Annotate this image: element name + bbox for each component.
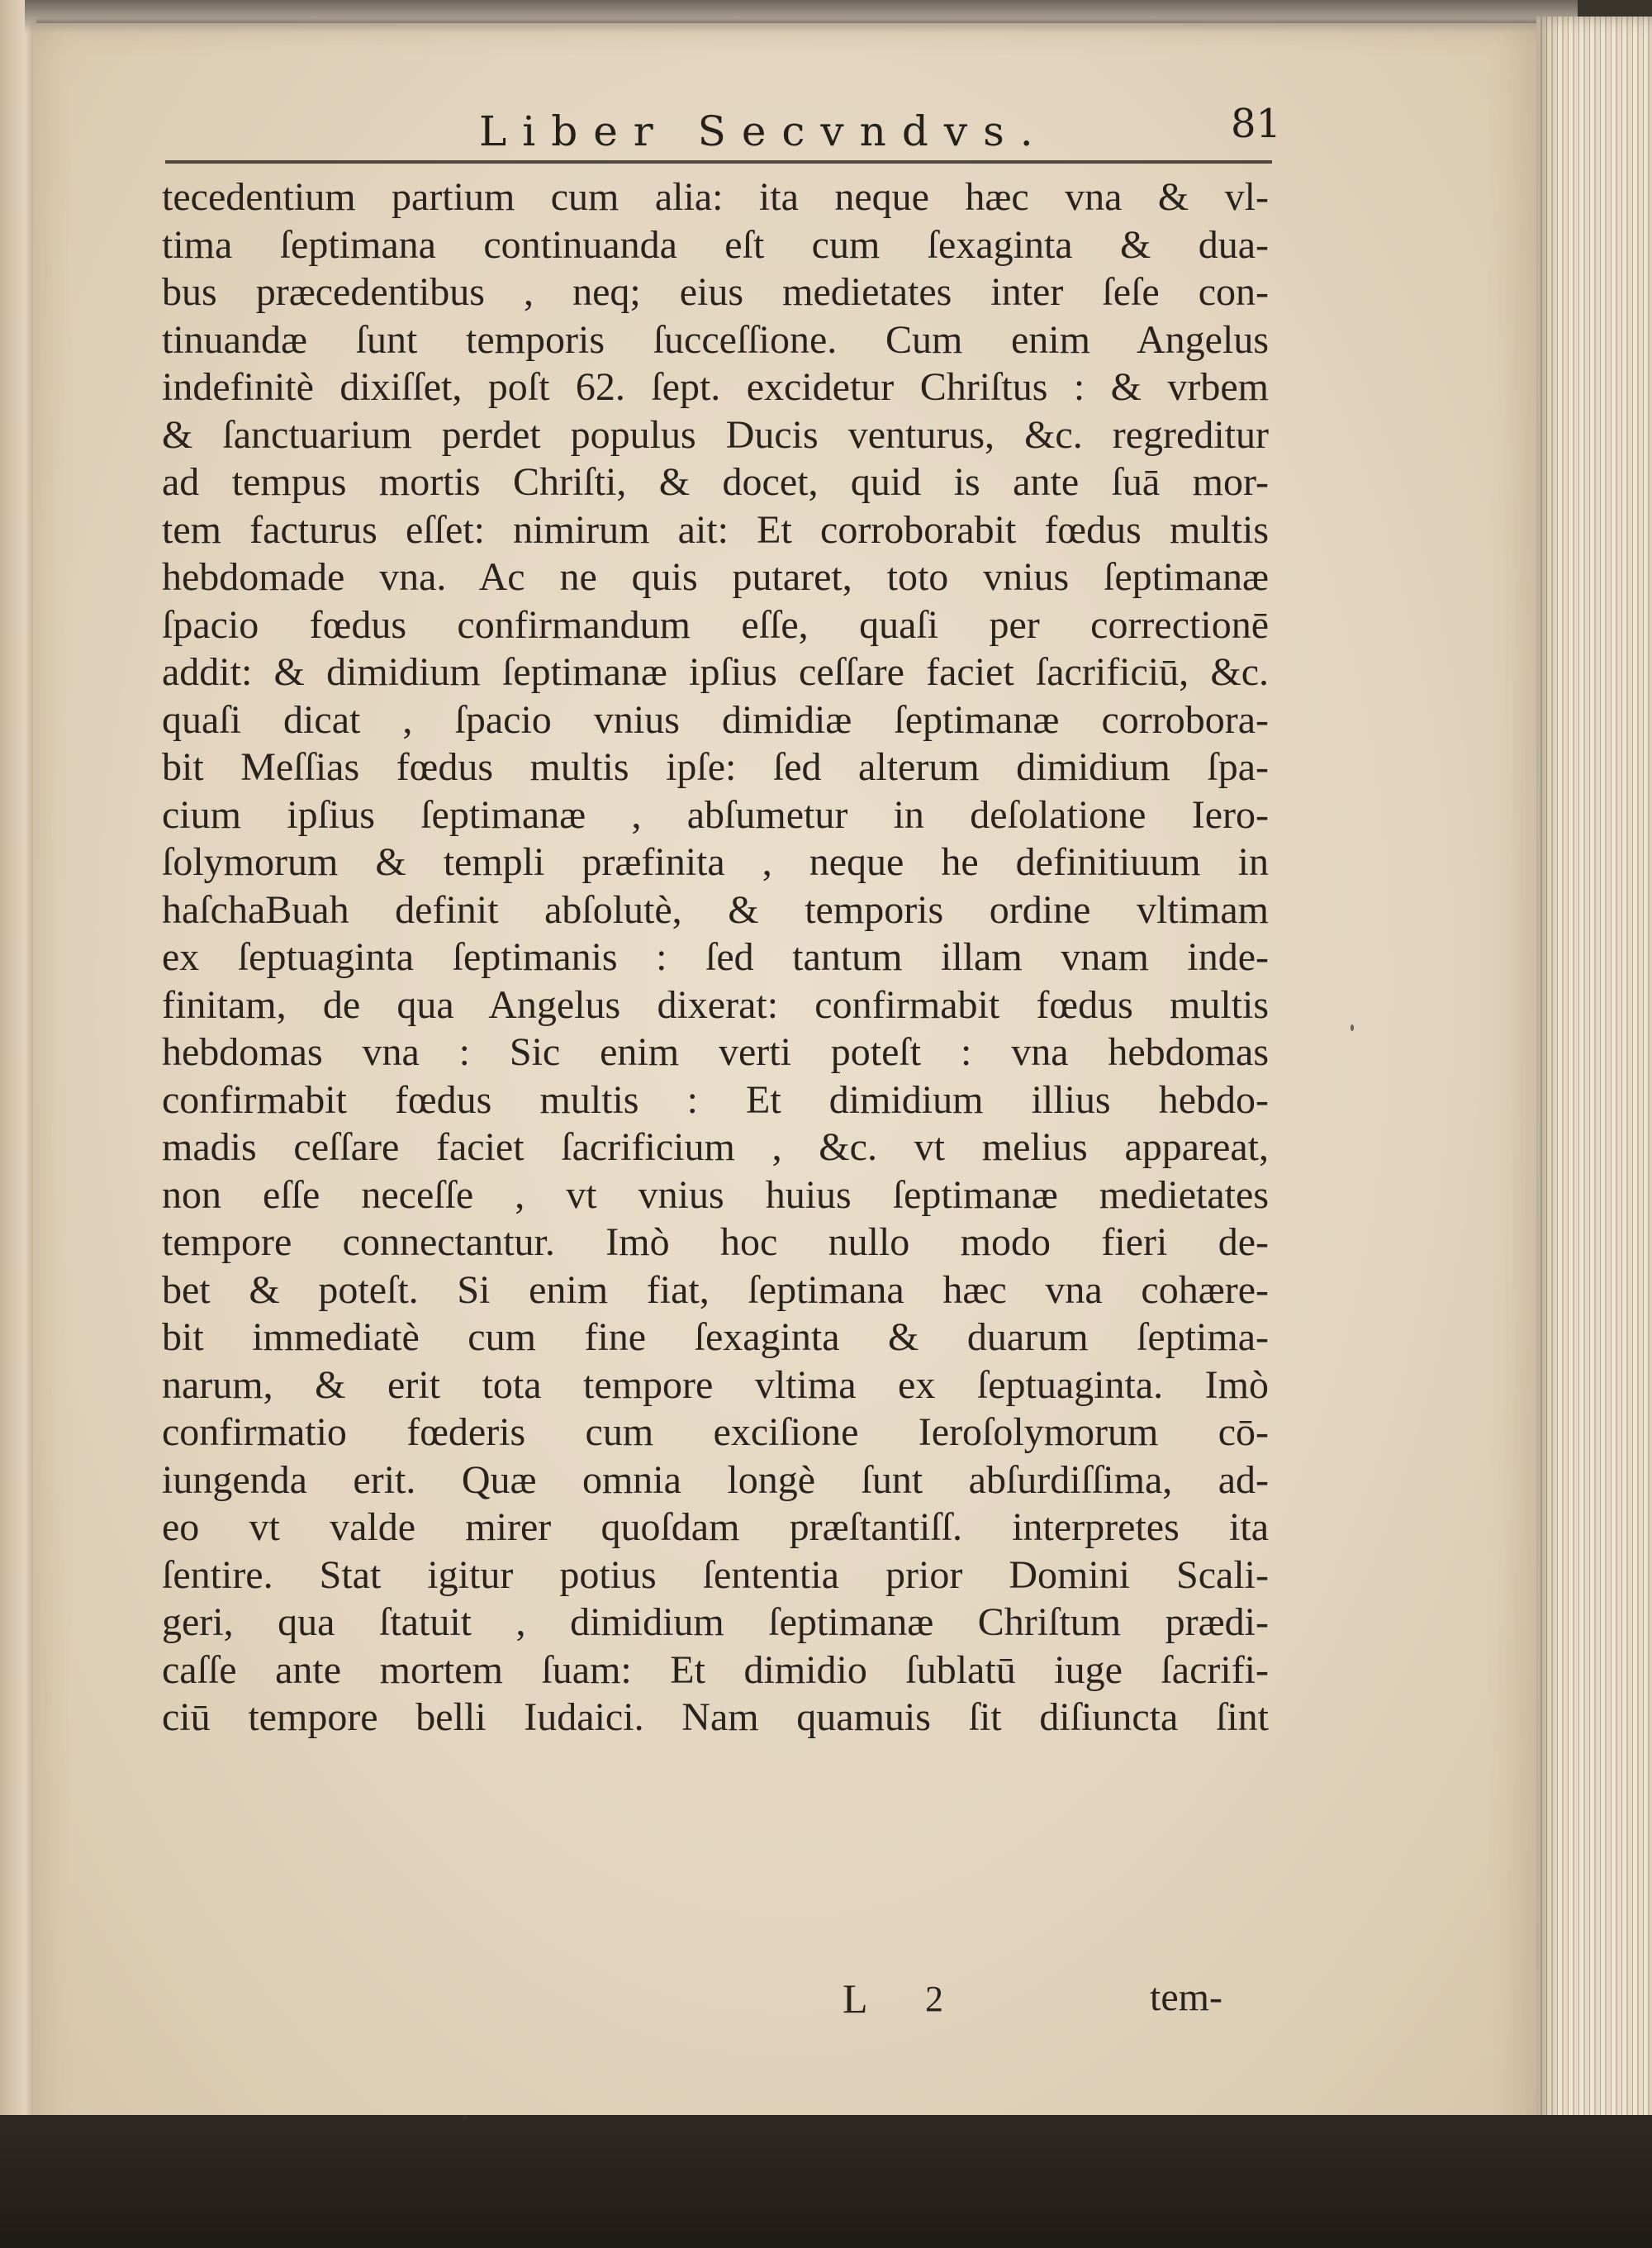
- text-line: non eſſe neceſſe , vt vnius huius ſeptimanæ medietates: [162, 1172, 1269, 1217]
- text-line: ſentire. Stat igitur potius ſententia prior Domini Scali-: [162, 1552, 1269, 1597]
- text-line: & ſanctuarium perdet populus Ducis venturus, &c. regreditur: [162, 412, 1269, 457]
- text-line: tima ſeptimana continuanda eſt cum ſexaginta & dua-: [162, 222, 1269, 267]
- text-line: eo vt valde mirer quoſdam præſtantiſſ. interpretes ita: [162, 1505, 1269, 1549]
- text-line: geri, qua ſtatuit , dimidium ſeptimanæ Chriſtum prædi-: [162, 1600, 1269, 1644]
- facing-page-edge: [0, 0, 36, 2148]
- header-rule: [165, 160, 1272, 164]
- text-line: caſſe ante mortem ſuam: Et dimidio ſublatū iuge ſacrifi-: [162, 1647, 1269, 1692]
- text-line: ex ſeptuaginta ſeptimanis : ſed tantum illam vnam inde-: [162, 935, 1269, 979]
- text-line: hebdomas vna : Sic enim verti poteſt : vna hebdomas: [162, 1030, 1269, 1074]
- text-line: ſpacio fœdus confirmandum eſſe, quaſi per correctionē: [162, 602, 1269, 647]
- text-line: indefinitè dixiſſet, poſt 62. ſept. excidetur Chriſtus : & vrbem: [162, 365, 1269, 409]
- text-line: iungenda erit. Quæ omnia longè ſunt abſurdiſſima, ad-: [162, 1457, 1269, 1502]
- catchword: tem-: [1150, 1975, 1222, 2019]
- page-number: 81: [1231, 101, 1282, 147]
- text-line: bit Meſſias fœdus multis ipſe: ſed alterum dimidium ſpa-: [162, 745, 1269, 789]
- body-text: [162, 173, 1269, 1742]
- text-line: confirmatio fœderis cum exciſione Ieroſolymorum cō-: [162, 1410, 1269, 1454]
- text-line: haſchaBuah definit abſolutè, & temporis ordine vltimam: [162, 887, 1269, 932]
- text-line: ſolymorum & templi præfinita , neque he definitiuum in: [162, 840, 1269, 884]
- binding-shadow: [25, 0, 1578, 33]
- page-edges: [1536, 17, 1652, 2165]
- text-line: tecedentium partium cum alia: ita neque hæc vna & vl-: [162, 175, 1269, 219]
- text-line: bit immediatè cum fine ſexaginta & duarum ſeptima-: [162, 1315, 1269, 1359]
- text-line: bet & poteſt. Si enim fiat, ſeptimana hæc vna cohære-: [162, 1267, 1269, 1312]
- paper-speck: [1351, 1024, 1354, 1031]
- text-line: hebdomade vna. Ac ne quis putaret, toto vnius ſeptimanæ: [162, 555, 1269, 599]
- text-line: madis ceſſare faciet ſacrificium , &c. vt melius appareat,: [162, 1125, 1269, 1169]
- signature-mark: L: [843, 1975, 868, 2022]
- running-head: Liber Secvndvs.: [479, 107, 1049, 155]
- text-line: ad tempus mortis Chriſti, & docet, quid is ante ſuā mor-: [162, 460, 1269, 504]
- text-line: ciū tempore belli Iudaici. Nam quamuis ſit diſiuncta ſint: [162, 1695, 1269, 1739]
- text-line: tempore connectantur. Imò hoc nullo modo fieri de-: [162, 1220, 1269, 1264]
- text-line: cium ipſius ſeptimanæ , abſumetur in deſolatione Iero-: [162, 792, 1269, 837]
- text-line: confirmabit fœdus multis : Et dimidium illius hebdo-: [162, 1077, 1269, 1122]
- text-line: narum, & erit tota tempore vltima ex ſeptuaginta. Imò: [162, 1362, 1269, 1407]
- text-line: tinuandæ ſunt temporis ſucceſſione. Cum enim Angelus: [162, 317, 1269, 362]
- text-line: addit: & dimidium ſeptimanæ ipſius ceſſare faciet ſacrificiū, &c.: [162, 650, 1269, 694]
- text-line: bus præcedentibus , neq; eius medietates inter ſeſe con-: [162, 270, 1269, 314]
- paper-speck: [463, 2115, 468, 2120]
- background-surface: [0, 2115, 1652, 2248]
- text-line: tem facturus eſſet: nimirum ait: Et corroborabit fœdus multis: [162, 507, 1269, 552]
- signature-number: 2: [925, 1979, 943, 2019]
- text-line: quaſi dicat , ſpacio vnius dimidiæ ſeptimanæ corrobora-: [162, 697, 1269, 742]
- text-line: finitam, de qua Angelus dixerat: confirmabit fœdus multis: [162, 982, 1269, 1027]
